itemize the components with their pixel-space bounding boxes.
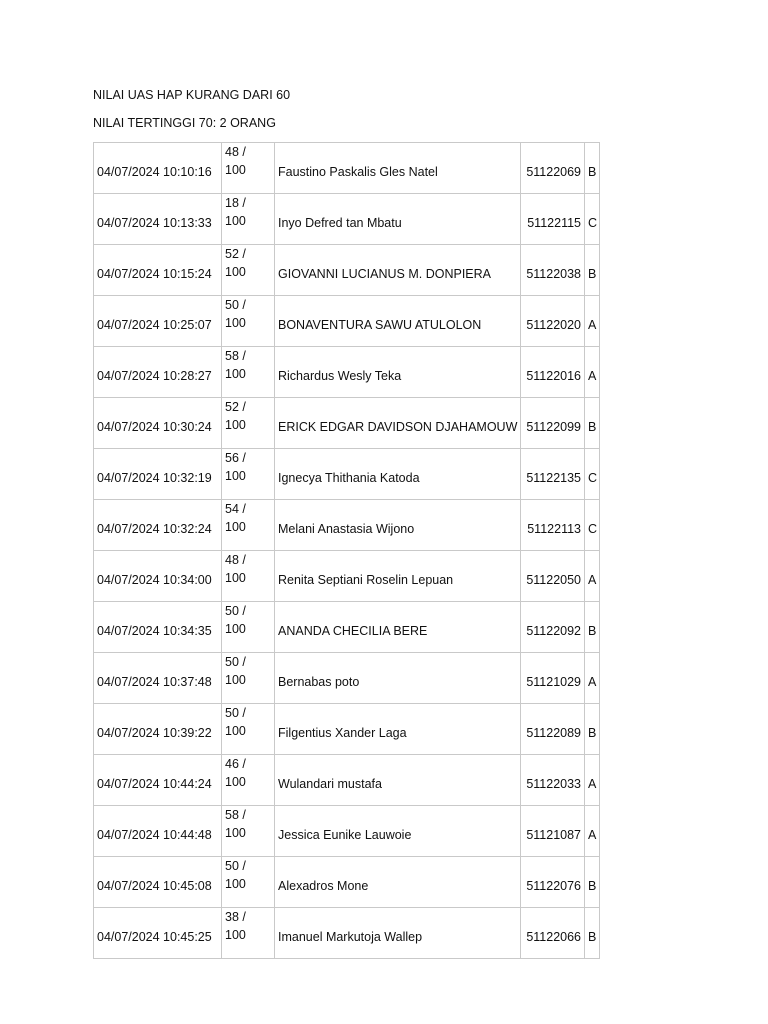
score-value: 54 /: [225, 502, 246, 516]
score-cell: [222, 245, 275, 296]
class-cell: C: [585, 194, 600, 245]
score-total: 100: [225, 673, 246, 687]
score-total: 100: [225, 877, 246, 891]
class-cell: B: [585, 704, 600, 755]
score-cell: [222, 296, 275, 347]
score-total: 100: [225, 316, 246, 330]
score-value: 48 /: [225, 145, 246, 159]
score-cell: [222, 704, 275, 755]
score-value: 58 /: [225, 349, 246, 363]
student-name-cell: Imanuel Markutoja Wallep: [275, 908, 521, 959]
score-value: 50 /: [225, 298, 246, 312]
student-name-cell: Filgentius Xander Laga: [275, 704, 521, 755]
score-total: 100: [225, 775, 246, 789]
student-id-cell: 51122050: [521, 551, 585, 602]
score-value: 52 /: [225, 400, 246, 414]
class-cell: A: [585, 296, 600, 347]
table-row: [94, 704, 600, 755]
timestamp-cell: 04/07/2024 10:34:00: [94, 551, 222, 602]
score-value: 50 /: [225, 706, 246, 720]
table-row: [94, 500, 600, 551]
student-name-cell: Faustino Paskalis Gles Natel: [275, 143, 521, 194]
score-total: 100: [225, 265, 246, 279]
score-cell: [222, 194, 275, 245]
table-row: [94, 755, 600, 806]
timestamp-cell: 04/07/2024 10:13:33: [94, 194, 222, 245]
score-cell: [222, 500, 275, 551]
timestamp-cell: 04/07/2024 10:28:27: [94, 347, 222, 398]
class-cell: B: [585, 857, 600, 908]
score-total: 100: [225, 520, 246, 534]
timestamp-cell: 04/07/2024 10:32:24: [94, 500, 222, 551]
table-row: [94, 857, 600, 908]
score-value: 56 /: [225, 451, 246, 465]
student-id-cell: 51122076: [521, 857, 585, 908]
results-table: [93, 142, 600, 959]
document-title: NILAI UAS HAP KURANG DARI 60: [93, 88, 291, 102]
timestamp-cell: 04/07/2024 10:25:07: [94, 296, 222, 347]
student-name-cell: Melani Anastasia Wijono: [275, 500, 521, 551]
timestamp-cell: 04/07/2024 10:37:48: [94, 653, 222, 704]
document-subtitle: NILAI TERTINGGI 70: 2 ORANG: [93, 116, 276, 130]
student-name-cell: Wulandari mustafa: [275, 755, 521, 806]
class-cell: A: [585, 347, 600, 398]
student-name-cell: Renita Septiani Roselin Lepuan: [275, 551, 521, 602]
score-total: 100: [225, 928, 246, 942]
student-id-cell: 51122016: [521, 347, 585, 398]
class-cell: B: [585, 245, 600, 296]
timestamp-cell: 04/07/2024 10:45:08: [94, 857, 222, 908]
student-name-cell: ERICK EDGAR DAVIDSON DJAHAMOUW: [275, 398, 521, 449]
class-cell: A: [585, 551, 600, 602]
score-cell: [222, 653, 275, 704]
table-row: [94, 194, 600, 245]
timestamp-cell: 04/07/2024 10:32:19: [94, 449, 222, 500]
table-row: [94, 551, 600, 602]
score-cell: [222, 755, 275, 806]
student-name-cell: Richardus Wesly Teka: [275, 347, 521, 398]
score-total: 100: [225, 469, 246, 483]
timestamp-cell: 04/07/2024 10:44:48: [94, 806, 222, 857]
timestamp-cell: 04/07/2024 10:39:22: [94, 704, 222, 755]
table-row: [94, 347, 600, 398]
class-cell: C: [585, 500, 600, 551]
score-value: 18 /: [225, 196, 246, 210]
student-id-cell: 51122099: [521, 398, 585, 449]
class-cell: B: [585, 908, 600, 959]
student-id-cell: 51122066: [521, 908, 585, 959]
student-id-cell: 51122038: [521, 245, 585, 296]
score-total: 100: [225, 622, 246, 636]
table-row: [94, 653, 600, 704]
score-value: 58 /: [225, 808, 246, 822]
score-total: 100: [225, 826, 246, 840]
class-cell: C: [585, 449, 600, 500]
student-name-cell: Alexadros Mone: [275, 857, 521, 908]
score-value: 50 /: [225, 859, 246, 873]
score-value: 46 /: [225, 757, 246, 771]
score-cell: [222, 806, 275, 857]
score-value: 52 /: [225, 247, 246, 261]
score-cell: [222, 602, 275, 653]
table-row: [94, 245, 600, 296]
table-row: [94, 449, 600, 500]
score-cell: [222, 551, 275, 602]
student-id-cell: 51122069: [521, 143, 585, 194]
timestamp-cell: 04/07/2024 10:30:24: [94, 398, 222, 449]
score-cell: [222, 908, 275, 959]
student-id-cell: 51122115: [521, 194, 585, 245]
score-cell: [222, 347, 275, 398]
score-total: 100: [225, 418, 246, 432]
score-total: 100: [225, 214, 246, 228]
student-id-cell: 51122020: [521, 296, 585, 347]
timestamp-cell: 04/07/2024 10:44:24: [94, 755, 222, 806]
class-cell: A: [585, 755, 600, 806]
student-name-cell: Inyo Defred tan Mbatu: [275, 194, 521, 245]
class-cell: B: [585, 398, 600, 449]
student-name-cell: Ignecya Thithania Katoda: [275, 449, 521, 500]
table-row: [94, 602, 600, 653]
table-row: [94, 398, 600, 449]
student-name-cell: GIOVANNI LUCIANUS M. DONPIERA: [275, 245, 521, 296]
score-total: 100: [225, 367, 246, 381]
score-total: 100: [225, 571, 246, 585]
timestamp-cell: 04/07/2024 10:15:24: [94, 245, 222, 296]
class-cell: A: [585, 653, 600, 704]
table-row: [94, 296, 600, 347]
student-id-cell: 51121029: [521, 653, 585, 704]
timestamp-cell: 04/07/2024 10:45:25: [94, 908, 222, 959]
student-id-cell: 51121087: [521, 806, 585, 857]
score-value: 48 /: [225, 553, 246, 567]
score-cell: [222, 143, 275, 194]
table-row: [94, 806, 600, 857]
student-id-cell: 51122033: [521, 755, 585, 806]
results-table-body: [94, 143, 600, 959]
student-name-cell: Jessica Eunike Lauwoie: [275, 806, 521, 857]
table-row: [94, 908, 600, 959]
score-cell: [222, 449, 275, 500]
student-id-cell: 51122092: [521, 602, 585, 653]
student-id-cell: 51122089: [521, 704, 585, 755]
score-cell: [222, 857, 275, 908]
student-id-cell: 51122113: [521, 500, 585, 551]
student-name-cell: Bernabas poto: [275, 653, 521, 704]
student-name-cell: ANANDA CHECILIA BERE: [275, 602, 521, 653]
score-value: 50 /: [225, 655, 246, 669]
student-id-cell: 51122135: [521, 449, 585, 500]
class-cell: B: [585, 602, 600, 653]
score-value: 38 /: [225, 910, 246, 924]
student-name-cell: BONAVENTURA SAWU ATULOLON: [275, 296, 521, 347]
class-cell: B: [585, 143, 600, 194]
class-cell: A: [585, 806, 600, 857]
score-total: 100: [225, 163, 246, 177]
score-total: 100: [225, 724, 246, 738]
timestamp-cell: 04/07/2024 10:34:35: [94, 602, 222, 653]
score-value: 50 /: [225, 604, 246, 618]
timestamp-cell: 04/07/2024 10:10:16: [94, 143, 222, 194]
table-row: [94, 143, 600, 194]
score-cell: [222, 398, 275, 449]
